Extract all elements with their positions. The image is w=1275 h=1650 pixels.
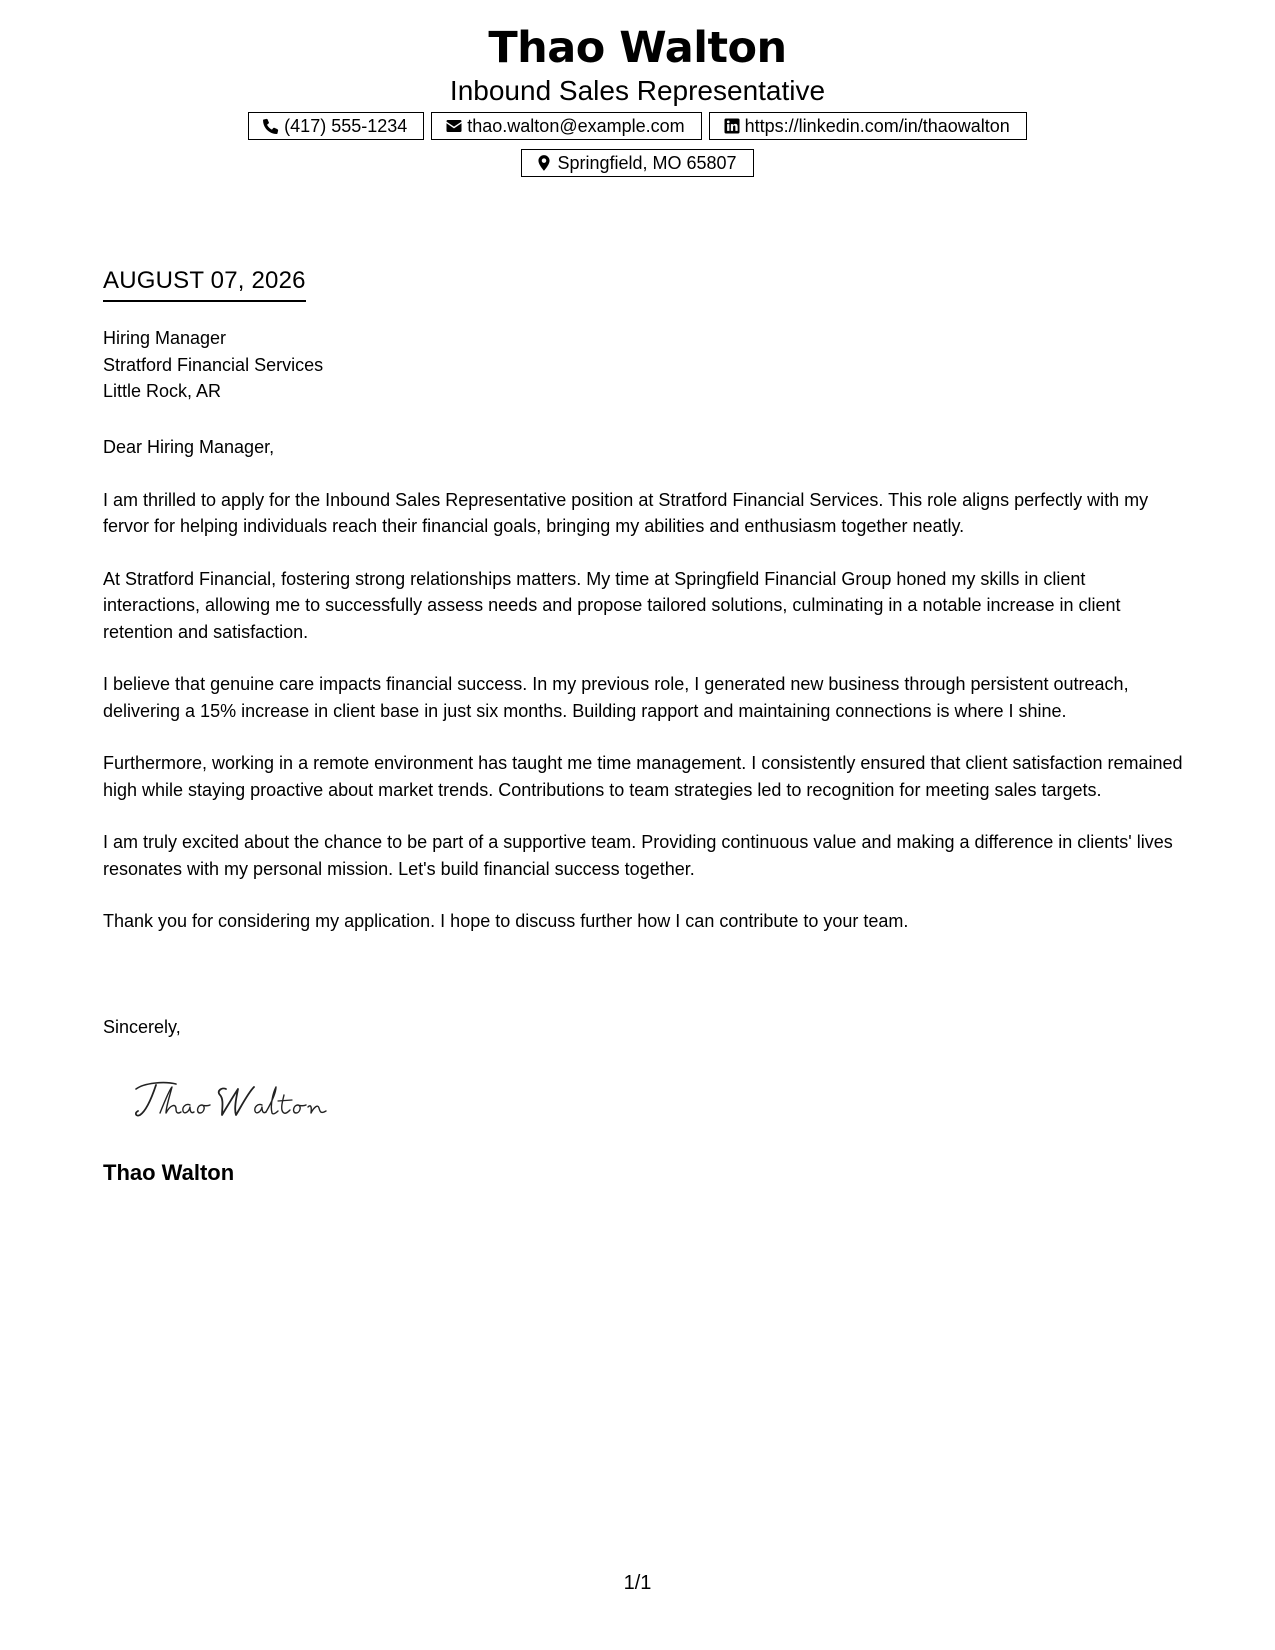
applicant-name: Thao Walton bbox=[488, 23, 787, 73]
linkedin-icon bbox=[723, 117, 741, 135]
recipient-block bbox=[103, 325, 323, 405]
letter-header bbox=[0, 22, 1275, 179]
email-text: thao.walton@example.com bbox=[467, 115, 685, 136]
signer-name: Thao Walton bbox=[103, 1160, 235, 1185]
location-text: Springfield, MO 65807 bbox=[557, 152, 737, 173]
salutation: Dear Hiring Manager, bbox=[103, 437, 275, 457]
contact-linkedin[interactable] bbox=[709, 112, 1027, 140]
contact-email[interactable] bbox=[431, 112, 701, 140]
map-marker-icon bbox=[535, 154, 553, 172]
contact-row bbox=[0, 112, 1275, 142]
paragraph: Furthermore, working in a remote environment has taught me time management. I consistently ensured that client satisfaction remained high while staying proactive about market trends. Contributions to team strategies led to recognition for meeting sales targets. bbox=[103, 753, 1183, 800]
paragraph: At Stratford Financial, fostering strong relationships matters. My time at Springfield Financial Group honed my skills in client interactions, allowing me to successfully assess needs and propose tailored solutions, culminating in a notable increase in client retention and satisfaction. bbox=[103, 568, 1121, 642]
recipient-company: Stratford Financial Services bbox=[103, 354, 324, 375]
handwritten-signature bbox=[130, 1075, 340, 1125]
envelope-icon bbox=[445, 117, 463, 135]
letter-date: AUGUST 07, 2026 bbox=[103, 266, 306, 302]
linkedin-text: https://linkedin.com/in/thaowalton bbox=[744, 115, 1010, 136]
page-number: 1/1 bbox=[623, 1572, 652, 1594]
phone-text: (417) 555-1234 bbox=[284, 115, 408, 136]
contact-location[interactable] bbox=[521, 149, 753, 177]
phone-icon bbox=[262, 117, 280, 135]
recipient-title: Hiring Manager bbox=[103, 328, 227, 348]
letter-body bbox=[103, 434, 1183, 961]
paragraph: Thank you for considering my application. I hope to discuss further how I can contribute to your team. bbox=[103, 911, 909, 931]
applicant-role: Inbound Sales Representative bbox=[449, 75, 826, 106]
paragraph: I am truly excited about the chance to be part of a supportive team. Providing continuous value and making a difference in clients' lives resonates with my personal mission. Let's build financial success together. bbox=[103, 832, 1173, 879]
closing: Sincerely, bbox=[103, 1017, 181, 1037]
contact-row-2 bbox=[0, 149, 1275, 179]
contact-phone[interactable] bbox=[248, 112, 424, 140]
paragraph: I am thrilled to apply for the Inbound Sales Representative position at Stratford Financial Services. This role aligns perfectly with my fervor for helping individuals reach their financial goals, bringing my abilities and enthusiasm together neatly. bbox=[103, 489, 1149, 536]
paragraph: I believe that genuine care impacts financial success. In my previous role, I generated new business through persistent outreach, delivering a 15% increase in client base in just six months. Building rapport and maintaining connections is where I shine. bbox=[103, 674, 1129, 721]
recipient-location: Little Rock, AR bbox=[103, 381, 222, 401]
